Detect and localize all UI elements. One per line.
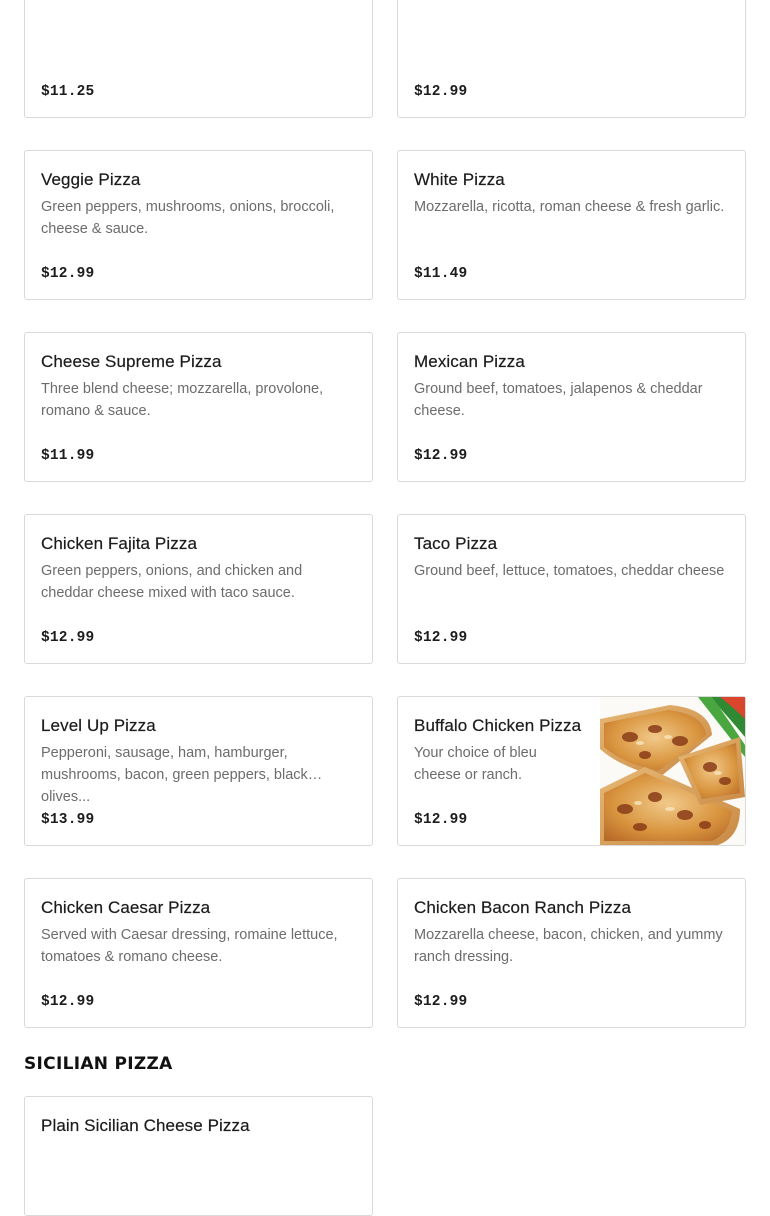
menu-item-name: White Pizza	[414, 170, 505, 189]
menu-item-price: $13.99	[41, 812, 95, 828]
menu-item-price: $12.99	[414, 812, 468, 828]
menu-item-description: Green peppers, onions, and chicken and cheddar cheese mixed with taco sauce.	[41, 563, 303, 601]
menu-item-name: Mexican Pizza	[414, 352, 525, 371]
menu-item-body	[41, 1115, 356, 1215]
menu-item-card[interactable]	[24, 514, 373, 664]
menu-item-price: $12.99	[41, 630, 95, 646]
menu-item-name: Buffalo Chicken Pizza	[414, 716, 582, 735]
menu-item-card[interactable]	[397, 332, 746, 482]
sicilian-grid	[24, 1096, 746, 1216]
menu-item-name: Level Up Pizza	[41, 716, 156, 735]
menu-item-price: $12.99	[414, 448, 468, 464]
menu-item-price: $12.99	[41, 266, 95, 282]
menu-item-name: Chicken Caesar Pizza	[41, 898, 211, 917]
menu-item-price: $12.99	[41, 994, 95, 1010]
menu-item-card[interactable]	[24, 696, 373, 846]
menu-item-card[interactable]	[397, 514, 746, 664]
menu-item-description: Ground beef, lettuce, tomatoes, cheddar cheese	[414, 563, 725, 579]
section-title-sicilian: SICILIAN PIZZA	[24, 1054, 173, 1074]
menu-item-card[interactable]	[24, 0, 373, 118]
menu-item-name: Chicken Fajita Pizza	[41, 534, 198, 553]
menu-item-description: Pepperoni, sausage, ham, hamburger, mushrooms, bacon, green peppers, black olives...	[41, 745, 308, 805]
menu-item-price: $12.99	[414, 84, 468, 100]
menu-item-card[interactable]	[397, 0, 746, 118]
menu-page	[24, 0, 746, 1216]
menu-item-card[interactable]	[24, 1096, 373, 1216]
menu-item-card[interactable]	[24, 332, 373, 482]
menu-item-card[interactable]	[397, 150, 746, 300]
menu-item-card[interactable]	[397, 696, 746, 846]
menu-item-price: $11.25	[41, 84, 95, 100]
menu-item-card[interactable]	[24, 878, 373, 1028]
menu-item-name: Plain Sicilian Cheese Pizza	[41, 1116, 250, 1135]
menu-item-description: Green peppers, mushrooms, onions, broccoli, cheese & sauce.	[41, 199, 335, 237]
menu-item-card[interactable]	[24, 150, 373, 300]
menu-item-price: $11.99	[41, 448, 95, 464]
menu-item-description: Your choice of bleu cheese or ranch.	[414, 745, 537, 783]
pizza-slice-photo	[600, 697, 745, 845]
menu-item-name: Taco Pizza	[414, 534, 498, 553]
menu-item-description: Mozzarella cheese, bacon, chicken, and yummy ranch dressing.	[414, 927, 723, 965]
menu-item-price: $12.99	[414, 630, 468, 646]
menu-item-price: $11.49	[414, 266, 468, 282]
menu-item-description: Mozzarella, ricotta, roman cheese & fresh garlic.	[414, 199, 725, 215]
menu-item-card[interactable]	[397, 878, 746, 1028]
menu-item-name: Cheese Supreme Pizza	[41, 352, 222, 371]
menu-item-description: Served with Caesar dressing, romaine lettuce, tomatoes & romano cheese.	[41, 927, 338, 965]
menu-grid	[24, 0, 746, 1028]
menu-item-name: Chicken Bacon Ranch Pizza	[414, 898, 632, 917]
menu-item-name: Veggie Pizza	[41, 170, 141, 189]
menu-item-description: Three blend cheese; mozzarella, provolone, romano & sauce.	[41, 381, 324, 419]
menu-item-description: Ground beef, tomatoes, jalapenos & cheddar cheese.	[414, 381, 703, 419]
menu-item-price: $12.99	[414, 994, 468, 1010]
